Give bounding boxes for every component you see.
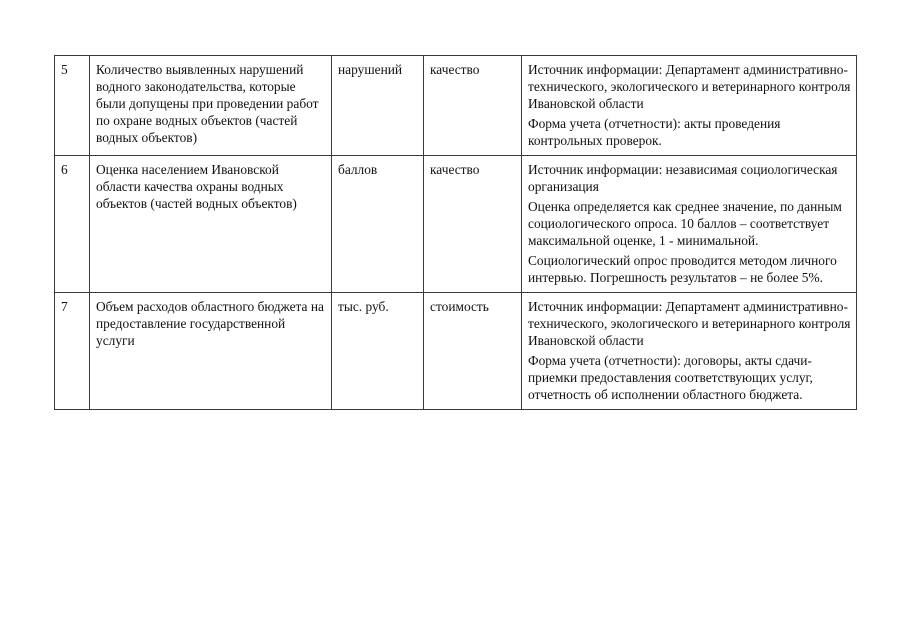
source-paragraph: Оценка определяется как среднее значение, по данным социологического опроса. 10 баллов – соответствует максимальной оценке, 1 - минимальной. [528, 199, 842, 248]
indicators-table [54, 55, 857, 410]
source-paragraph: Форма учета (отчетности): договоры, акты сдачи-приемки предоставления соответствующих услуг, отчетность об исполнении областного бюджета. [528, 353, 813, 402]
indicator-unit: нарушений [332, 56, 424, 156]
source-paragraph: Источник информации: независимая социологическая организация [528, 162, 838, 194]
source-paragraph: Источник информации: Департамент административно-технического, экологического и ветеринарного контроля Ивановской области [528, 62, 851, 111]
indicator-name: Оценка населением Ивановской области качества охраны водных объектов (частей водных объектов) [90, 156, 332, 293]
indicator-source [522, 156, 857, 293]
indicator-type: качество [424, 156, 522, 293]
row-number: 5 [55, 56, 90, 156]
indicator-source [522, 56, 857, 156]
table-row [55, 293, 857, 410]
indicator-type: стоимость [424, 293, 522, 410]
source-paragraph: Форма учета (отчетности): акты проведения контрольных проверок. [528, 116, 781, 148]
indicator-unit: баллов [332, 156, 424, 293]
indicator-unit: тыс. руб. [332, 293, 424, 410]
row-number: 7 [55, 293, 90, 410]
indicator-name: Объем расходов областного бюджета на предоставление государственной услуги [90, 293, 332, 410]
row-number: 6 [55, 156, 90, 293]
indicator-source [522, 293, 857, 410]
source-paragraph: Социологический опрос проводится методом личного интервью. Погрешность результатов – не более 5%. [528, 253, 837, 285]
table-row [55, 56, 857, 156]
indicator-type: качество [424, 56, 522, 156]
table-row [55, 156, 857, 293]
indicator-name: Количество выявленных нарушений водного законодательства, которые были допущены при проведении работ по охране водных объектов (частей водных объектов) [90, 56, 332, 156]
source-paragraph: Источник информации: Департамент административно-технического, экологического и ветеринарного контроля Ивановской области [528, 299, 851, 348]
